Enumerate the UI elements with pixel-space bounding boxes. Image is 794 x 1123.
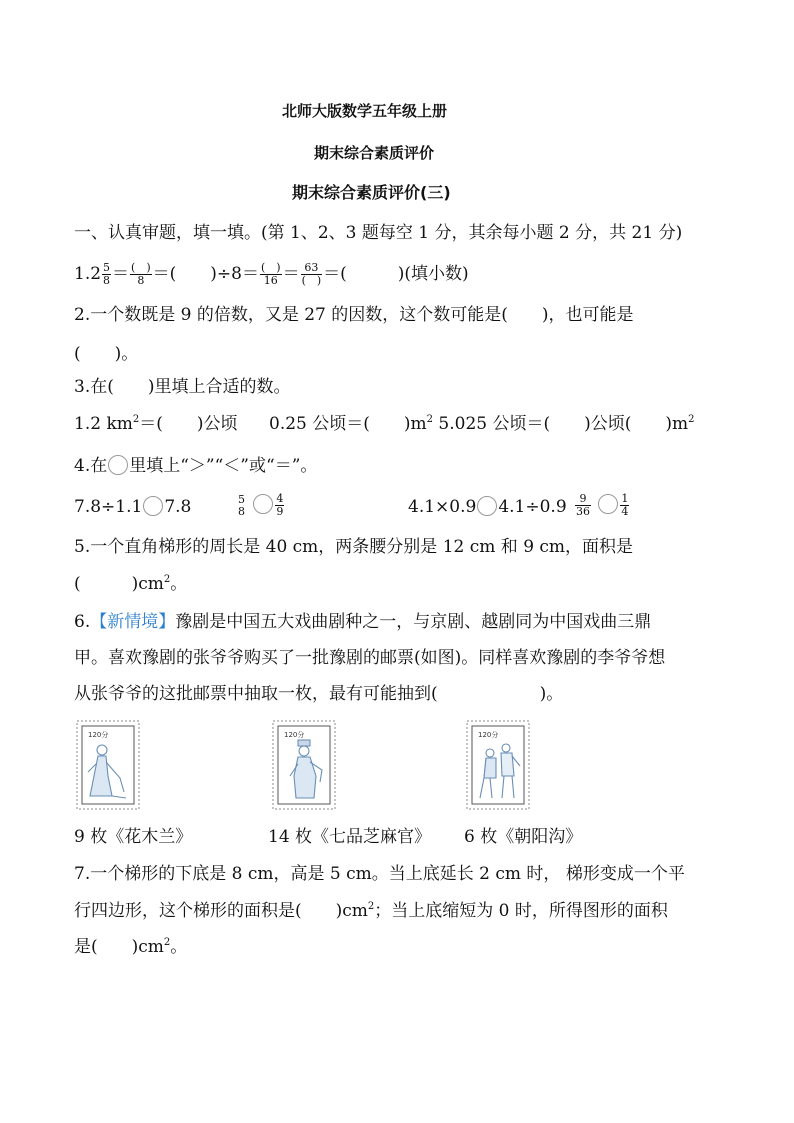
question-7-line-3: 是( )$cm^2$。 bbox=[74, 937, 188, 957]
question-3-item-b: 0.25 公顷＝( )$m^2$ 5.025 公顷＝( )公顷( )$m^2$ bbox=[269, 414, 695, 434]
stamp-zhaoyanggou bbox=[466, 720, 530, 810]
stamp-qipin-zhimaguan bbox=[272, 720, 336, 810]
question-7-line-1: 7.一个梯形的下底是 8 cm，高是 5 cm。当上底延长 2 cm 时， 梯形变成一个平 bbox=[74, 864, 685, 884]
book-title: 北师大版数学五年级上册 bbox=[282, 102, 448, 120]
question-7-line-2: 行四边形，这个梯形的面积是( )$cm^2$；当上底缩短为 0 时，所得图形的面积 bbox=[74, 901, 668, 921]
fraction: $\frac{1}{4}$ bbox=[621, 492, 629, 518]
stamp-caption-hua-mulan: 9 枚《花木兰》 bbox=[74, 827, 193, 847]
circle-blank[interactable] bbox=[598, 494, 618, 514]
stamp-caption-qipin-zhimaguan: 14 枚《七品芝麻官》 bbox=[268, 827, 432, 847]
question-5-line-1: 5.一个直角梯形的周长是 40 cm，两条腰分别是 12 cm 和 9 cm，面积是 bbox=[74, 537, 634, 557]
q4-item-c: 4.1×0.9 4.1÷0.9 bbox=[408, 497, 567, 517]
q3-item-b-text: 0.25 公顷＝( )m bbox=[269, 414, 427, 434]
stamp-value: 120分 bbox=[478, 731, 499, 739]
stamp-value: 120分 bbox=[284, 731, 305, 739]
q4-item-d bbox=[574, 493, 630, 518]
q3-item-a: 1.2 km bbox=[74, 414, 133, 434]
exam-title: 期末综合素质评价(三) bbox=[292, 183, 451, 202]
stamp-caption-zhaoyanggou: 6 枚《朝阳沟》 bbox=[464, 827, 583, 847]
q3-item-a-tail: ＝( )公顷 bbox=[139, 414, 238, 434]
equals-sign: ＝ bbox=[112, 264, 130, 284]
fraction: $\frac{( )}{8}$ bbox=[131, 261, 151, 287]
question-3-title: 3.在( )里填上合适的数。 bbox=[74, 377, 291, 397]
fraction: $\frac{63}{( )}$ bbox=[301, 261, 322, 287]
circle-blank[interactable] bbox=[253, 494, 273, 514]
question-1 bbox=[74, 262, 469, 287]
q3-item-c: 5.025 公顷＝( )公顷( )m bbox=[433, 414, 689, 434]
new-context-tag: 【新情境】 bbox=[90, 612, 176, 632]
circle-blank[interactable] bbox=[477, 496, 497, 516]
q1-middle: ＝( )÷8＝ bbox=[152, 264, 259, 284]
question-6-line-3: 从张爷爷的这批邮票中抽取一枚，最有可能抽到( )。 bbox=[74, 684, 564, 704]
question-5-line-2: ( )$cm^2$。 bbox=[74, 574, 188, 594]
fraction: $\frac{5}{8}$ bbox=[103, 261, 111, 287]
question-2-line-2: ( )。 bbox=[74, 344, 139, 364]
circle-blank[interactable] bbox=[143, 496, 163, 516]
q4-item-a: 7.8÷1.1 7.8 bbox=[74, 497, 192, 517]
fraction: $\frac{4}{9}$ bbox=[276, 492, 284, 518]
question-6-line-2: 甲。喜欢豫剧的张爷爷购买了一批豫剧的邮票(如图)。同样喜欢豫剧的李爷爷想 bbox=[74, 648, 666, 668]
question-3-items: 1.2 $km^2=$( )公顷 bbox=[74, 414, 238, 434]
section-heading: 一、认真审题，填一填。(第 1、2、3 题每空 1 分，其余每小题 2 分，共 21 分) bbox=[74, 223, 683, 243]
fraction: $\frac{9}{36}$ bbox=[576, 492, 590, 518]
fraction: 5 8 bbox=[238, 492, 245, 518]
stamp-hua-mulan bbox=[76, 720, 140, 810]
equals-sign: ＝ bbox=[282, 264, 300, 284]
question-6-line-1: 6.【新情境】豫剧是中国五大戏曲剧种之一，与京剧、越剧同为中国戏曲三鼎 bbox=[74, 612, 652, 632]
exam-subtitle: 期末综合素质评价 bbox=[314, 144, 435, 162]
question-2-line-1: 2.一个数既是 9 的倍数，又是 27 的因数，这个数可能是( )，也可能是 bbox=[74, 305, 634, 325]
q4-item-b bbox=[236, 493, 285, 518]
q1-prefix: 1.2 bbox=[74, 264, 102, 284]
q1-tail: ＝( )(填小数) bbox=[323, 264, 469, 284]
fraction: $\frac{( )}{16}$ bbox=[260, 261, 281, 287]
question-4-title: 4.在 里填上“＞”“＜”或“＝”。 bbox=[74, 456, 318, 476]
stamp-value: 120分 bbox=[88, 731, 109, 739]
circle-blank[interactable] bbox=[108, 455, 128, 475]
